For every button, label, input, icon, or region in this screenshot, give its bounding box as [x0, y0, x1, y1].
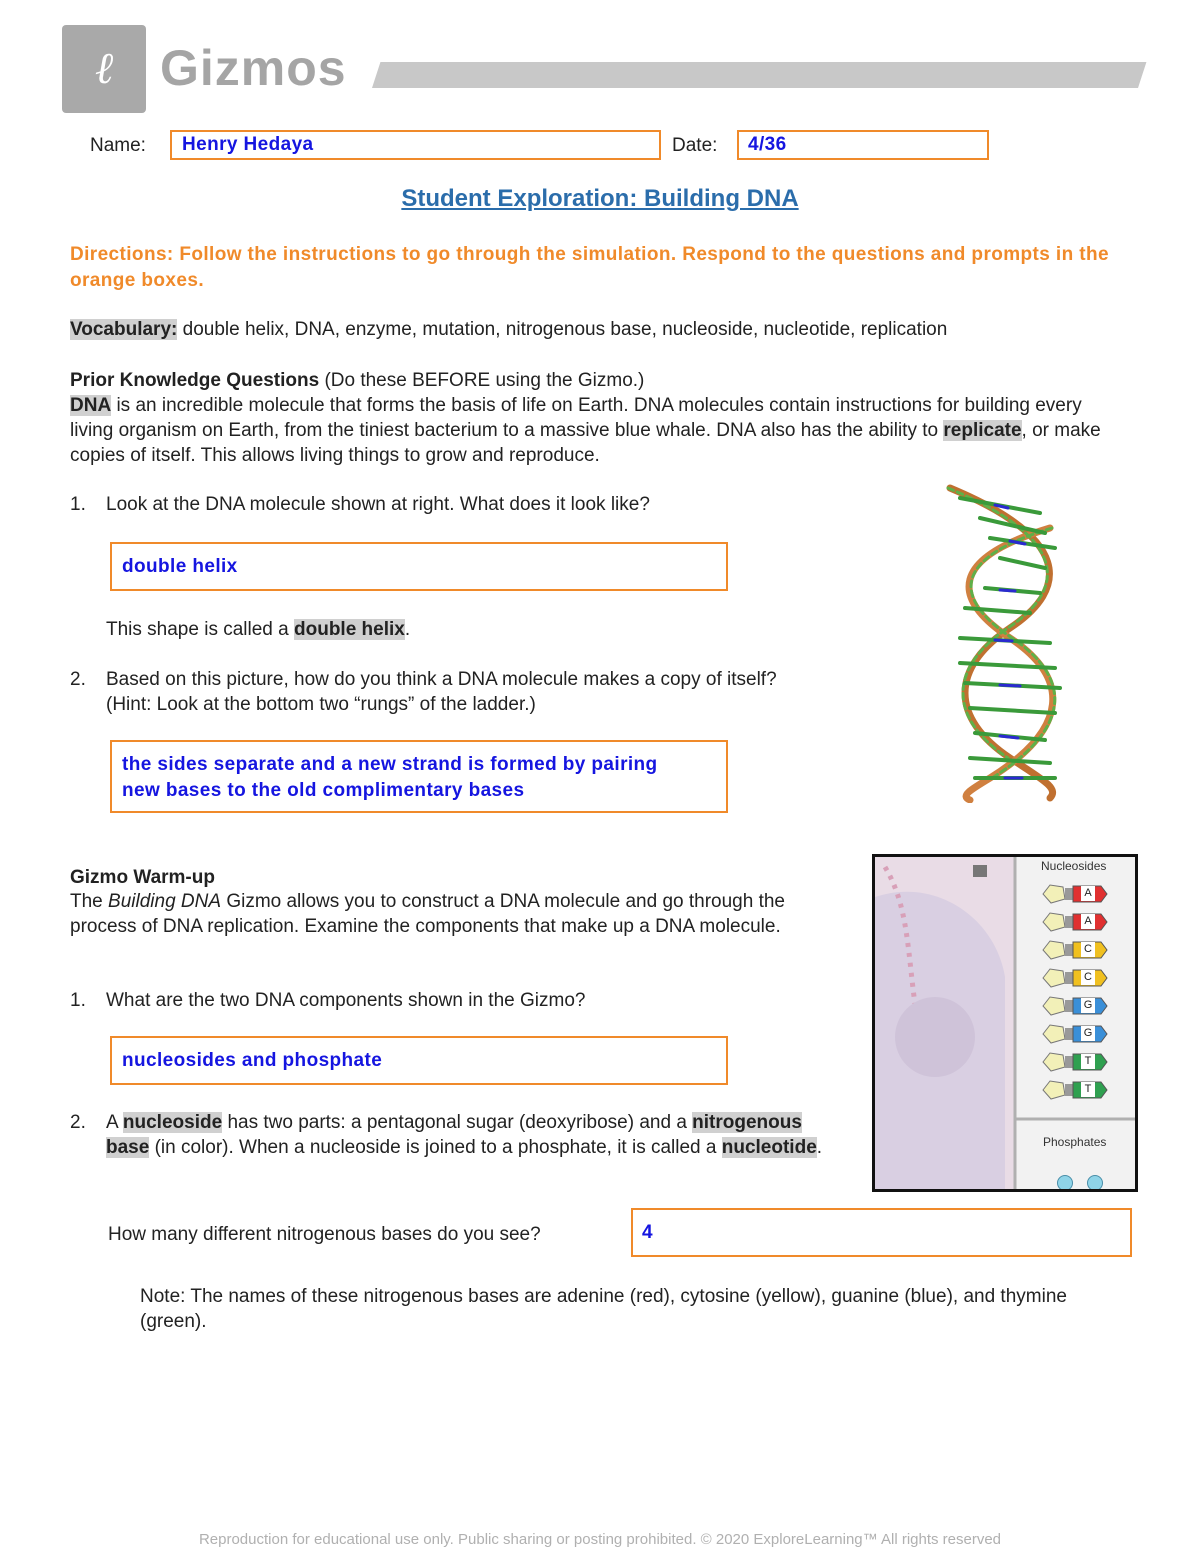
nucleoside-base-letter: G [1081, 998, 1095, 1013]
explorelearning-logo-icon: ℓ [94, 43, 114, 94]
nucleoside-base-letter: C [1081, 942, 1095, 957]
note-pre: This shape is called a [106, 619, 289, 640]
date-label: Date: [672, 135, 718, 156]
intro-gizmo-name: Building DNA [108, 891, 222, 912]
prior-knowledge-heading: Prior Knowledge Questions [70, 370, 320, 391]
warmup-question-1-number: 1. [70, 990, 86, 1011]
phosphate-item[interactable] [1087, 1175, 1103, 1191]
note-post: . [404, 619, 411, 640]
directions-text: Directions: Follow the instructions to go through the simulation. Respond to the questions and prompts in the orange boxes. [70, 244, 1109, 291]
bases-names-note: Note: The names of these nitrogenous bases are adenine (red), cytosine (yellow), guanine (blue), and thymine (green). [140, 1286, 1067, 1332]
nucleoside-item[interactable] [1041, 883, 1131, 905]
nucleoside-item[interactable] [1041, 1079, 1131, 1101]
warmup-question-1-text: What are the two DNA components shown in the Gizmo? [106, 990, 586, 1011]
nucleoside-base-letter: A [1081, 886, 1095, 901]
phosphate-item[interactable] [1057, 1175, 1073, 1191]
camera-icon [973, 865, 987, 877]
nucleoside-base-letter: T [1081, 1054, 1095, 1069]
name-label: Name: [90, 135, 146, 156]
term-nucleoside: nucleoside [122, 1112, 223, 1133]
question-2-answer-line-2: new bases to the old complimentary bases [122, 780, 525, 801]
term-dna: DNA [70, 395, 112, 416]
q2-part-d: . [816, 1137, 823, 1158]
header-bar [372, 62, 1146, 88]
question-2-number: 2. [70, 669, 86, 690]
name-value: Henry Hedaya [182, 134, 314, 155]
bases-count-answer-box[interactable] [631, 1208, 1132, 1257]
term-nucleotide: nucleotide [721, 1137, 817, 1158]
bases-count-question: How many different nitrogenous bases do you see? [108, 1224, 541, 1245]
paragraph-part-2: , or make copies of itself. This allows living things to grow and reproduce. [70, 420, 1101, 466]
intro-pre: The [70, 891, 103, 912]
phosphates-label: Phosphates [1043, 1135, 1107, 1149]
warmup-intro [70, 889, 840, 939]
page-title: Student Exploration: Building DNA [401, 185, 799, 212]
nucleoside-base-letter: T [1081, 1082, 1095, 1097]
question-1-text: Look at the DNA molecule shown at right. What does it look like? [106, 494, 650, 515]
date-value: 4/36 [748, 134, 787, 155]
nucleoside-item[interactable] [1041, 939, 1131, 961]
brand-name: Gizmos [160, 40, 347, 96]
gizmo-screenshot [872, 854, 1138, 1192]
question-2-text: Based on this picture, how do you think a DNA molecule makes a copy of itself? [106, 669, 777, 690]
bases-count-answer: 4 [642, 1222, 653, 1243]
q2-part-b: has two parts: a pentagonal sugar (deoxyribose) and a [227, 1112, 687, 1133]
vocabulary-line [70, 317, 1140, 342]
vocabulary-label: Vocabulary: [70, 319, 178, 340]
term-double-helix: double helix [294, 619, 405, 640]
nucleosides-label: Nucleosides [1041, 859, 1107, 873]
nucleoside-item[interactable] [1041, 967, 1131, 989]
prior-knowledge-paragraph [70, 393, 1130, 468]
question-1-number: 1. [70, 494, 86, 515]
warmup-question-1-answer: nucleosides and phosphate [122, 1050, 383, 1071]
double-helix-note [106, 617, 410, 642]
nucleoside-base-letter: G [1081, 1026, 1095, 1041]
nucleoside-base-letter: C [1081, 970, 1095, 985]
dna-double-helix-image [930, 478, 1090, 803]
nucleoside-item[interactable] [1041, 1023, 1131, 1045]
intro-post: Gizmo allows you to construct a DNA molecule and go through the process of DNA replication. Examine the components that make up a DNA molecule. [70, 891, 785, 937]
term-nitrogenous-base: nitrogenous base [106, 1112, 802, 1158]
question-2-answer-line-1: the sides separate and a new strand is formed by pairing [122, 754, 658, 775]
term-replicate: replicate [943, 420, 1022, 441]
warmup-question-2-number: 2. [70, 1112, 86, 1133]
nucleoside-item[interactable] [1041, 911, 1131, 933]
prior-knowledge-heading-line [70, 368, 1130, 393]
warmup-question-2-text [106, 1110, 846, 1160]
warmup-heading: Gizmo Warm-up [70, 867, 215, 888]
question-2-hint: (Hint: Look at the bottom two “rungs” of the ladder.) [106, 694, 536, 715]
paragraph-part-1: is an incredible molecule that forms the basis of life on Earth. DNA molecules contain instructions for building every living organism on Earth, from the tiniest bacterium to a massive blue whale. DNA also has the ability to [70, 395, 1082, 441]
nucleoside-item[interactable] [1041, 995, 1131, 1017]
q2-part-c: (in color). When a nucleoside is joined to a phosphate, it is called a [154, 1137, 717, 1158]
copyright-footer: Reproduction for educational use only. Public sharing or posting prohibited. © 2020 ExploreLearning™ All rights reserved [198, 1531, 1002, 1548]
q2-part-a: A [106, 1112, 118, 1133]
question-1-answer: double helix [122, 556, 238, 577]
nucleoside-item[interactable] [1041, 1051, 1131, 1073]
nucleoside-base-letter: A [1081, 914, 1095, 929]
prior-knowledge-note: (Do these BEFORE using the Gizmo.) [324, 370, 645, 391]
vocabulary-terms: double helix, DNA, enzyme, mutation, nitrogenous base, nucleoside, nucleotide, replication [182, 319, 948, 340]
